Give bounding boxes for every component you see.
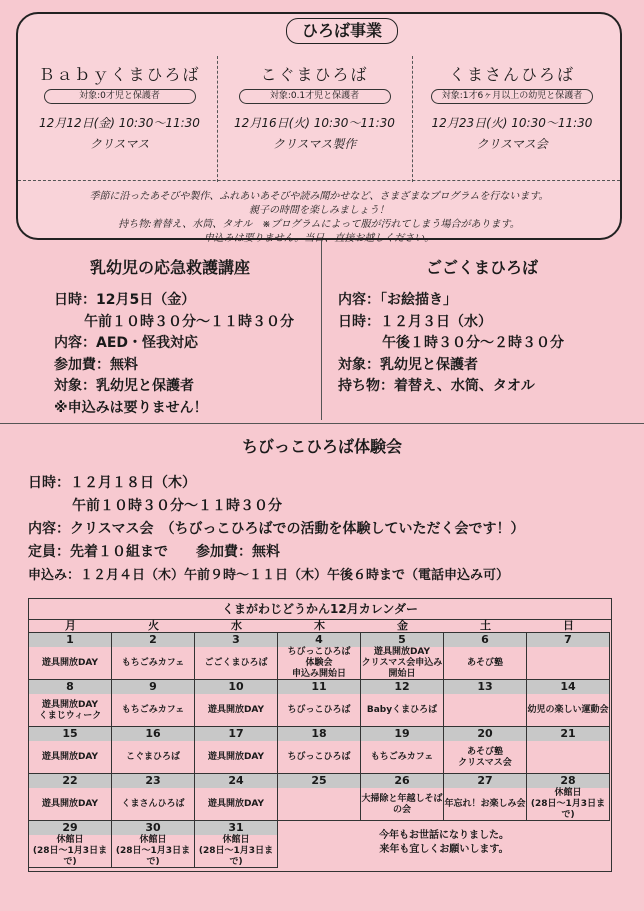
calendar-day-cell (361, 633, 444, 680)
note-line: 親子の時間を楽しみましょう！ (249, 205, 389, 216)
weekday-header: 水 (195, 619, 278, 633)
hiroba-column-kumasan (412, 56, 612, 182)
hiroba-box (16, 12, 622, 244)
calendar-day-number: 10 (195, 680, 277, 694)
calendar-day-number: 21 (527, 727, 609, 741)
calendar-day-number: 16 (112, 727, 194, 741)
calendar-day-number: 26 (361, 774, 443, 788)
december-calendar (28, 598, 612, 872)
detail-line: 参加費：無料 (54, 356, 138, 373)
detail-line: 午前１０時３０分～１１時３０分 (72, 498, 282, 514)
calendar-day-number: 29 (29, 821, 111, 835)
hiroba-column-target: 対象:0才児と保護者 (44, 89, 196, 104)
calendar-day-number: 14 (527, 680, 609, 694)
calendar-day-event: 休館日 (28日～1月3日まで) (32, 835, 108, 867)
calendar-day-cell (29, 633, 112, 680)
calendar-day-cell (112, 821, 195, 868)
hiroba-title: ひろば事業 (286, 18, 398, 44)
calendar-day-cell (361, 774, 444, 821)
calendar-day-number: 6 (444, 633, 526, 647)
note-line: 季節に沿ったあそびや製作、ふれあいあそびや読み聞かせなど、さまざまなプログラムを行ないます。 (89, 191, 549, 202)
calendar-day-number: 19 (361, 727, 443, 741)
calendar-day-number: 4 (278, 633, 360, 647)
gogo-details (338, 290, 638, 398)
calendar-day-cell (444, 774, 527, 821)
calendar-day-number: 15 (29, 727, 111, 741)
calendar-day-number: 17 (195, 727, 277, 741)
calendar-day-cell (195, 680, 278, 727)
calendar-day-event: あそび塾 クリスマス会 (458, 746, 512, 768)
calendar-day-event: 大掃除と年越しそばの会 (361, 793, 443, 815)
calendar-day-cell (195, 774, 278, 821)
calendar-day-event: 遊具開放DAY (207, 705, 265, 715)
calendar-day-number: 20 (444, 727, 526, 741)
calendar-day-event: あそび塾 (466, 658, 503, 668)
calendar-day-event: 遊具開放DAY くまじウィーク (38, 699, 102, 721)
calendar-day-cell (112, 633, 195, 680)
calendar-day-event: 遊具開放DAY (41, 799, 99, 809)
calendar-day-cell (112, 680, 195, 727)
calendar-day-cell (527, 727, 610, 774)
calendar-day-cell (278, 633, 361, 680)
calendar-day-number: 28 (527, 774, 609, 788)
calendar-day-event (527, 648, 609, 679)
calendar-day-event: 休館日 (28日～1月3日まで) (115, 835, 191, 867)
calendar-day-event: もちごみカフェ (121, 658, 185, 668)
weekday-header: 月 (29, 619, 112, 633)
calendar-day-event: 遊具開放DAY (41, 658, 99, 668)
calendar-message (278, 829, 610, 857)
detail-line: 定員：先着１０組まで 参加費：無料 (28, 544, 280, 560)
calendar-day-number: 23 (112, 774, 194, 788)
calendar-day-cell (444, 727, 527, 774)
calendar-day-cell (29, 821, 112, 868)
message-line: 今年もお世話になりました。 (379, 830, 509, 841)
calendar-day-cell (444, 680, 527, 727)
calendar-day-cell (29, 774, 112, 821)
detail-line: 内容：AED・怪我対応 (54, 335, 199, 351)
calendar-day-cell (112, 774, 195, 821)
detail-line: 申込み：１２月４日（木）午前９時～１１日（木）午後６時まで（電話申込み可） (28, 568, 510, 583)
weekday-header: 土 (444, 619, 527, 633)
calendar-day-number: 2 (112, 633, 194, 647)
calendar-day-number: 24 (195, 774, 277, 788)
calendar-day-event: 年忘れ！お楽しみ会 (444, 799, 526, 809)
calendar-day-cell (444, 633, 527, 680)
calendar-day-event: ちびっこひろば (287, 752, 351, 762)
note-line: 申込みは要りません。当日、直接お越しください。 (203, 233, 435, 244)
calendar-day-event: もちごみカフェ (370, 752, 434, 762)
calendar-day-cell (195, 821, 278, 868)
calendar-day-number: 18 (278, 727, 360, 741)
calendar-day-cell (112, 727, 195, 774)
weekday-header: 火 (112, 619, 195, 633)
detail-line: 日時：１２月１８日（木） (28, 475, 196, 491)
weekday-header: 日 (527, 619, 610, 633)
hiroba-column-event: クリスマス会 (476, 137, 548, 151)
hiroba-column-name: Ｂａｂｙくまひろば (38, 65, 201, 84)
detail-line: 午後１時３０分～２時３０分 (382, 335, 564, 351)
detail-line: 日時：１２月３日（水） (338, 313, 492, 330)
weekday-header: 木 (278, 619, 361, 633)
calendar-day-event: くまさんひろば (121, 799, 185, 809)
calendar-day-number: 7 (527, 633, 609, 647)
divider (0, 423, 644, 424)
calendar-day-cell (361, 680, 444, 727)
calendar-day-event (444, 695, 526, 726)
calendar-day-number: 9 (112, 680, 194, 694)
calendar-day-event: ごごくまひろば (204, 658, 268, 668)
calendar-day-number: 13 (444, 680, 526, 694)
hiroba-column-name: くまさんひろば (448, 65, 575, 84)
calendar-day-number: 31 (195, 821, 277, 835)
calendar-day-event: ちびっこひろば 体験会 申込み開始日 (287, 647, 351, 679)
hiroba-column-name: こぐまひろば (260, 65, 369, 84)
calendar-day-number: 25 (278, 774, 360, 788)
calendar-day-event: 遊具開放DAY クリスマス会申込み 開始日 (361, 647, 443, 679)
calendar-day-event: もちごみカフェ (121, 705, 185, 715)
calendar-day-cell (527, 633, 610, 680)
detail-line: 対象：乳幼児と保護者 (338, 356, 478, 373)
hiroba-column-baby (22, 56, 218, 182)
calendar-day-cell (361, 727, 444, 774)
chibikko-title: ちびっこひろば体験会 (241, 437, 402, 456)
hiroba-column-target: 対象:1才6ヶ月以上の幼児と保護者 (431, 89, 593, 104)
detail-line: 日時：12月5日（金） (54, 292, 196, 308)
detail-line: 持ち物：着替え、水筒、タオル (338, 378, 535, 394)
first-aid-details (54, 290, 319, 419)
calendar-day-cell (29, 727, 112, 774)
calendar-day-cell (527, 774, 610, 821)
calendar-day-event: 遊具開放DAY (207, 752, 265, 762)
calendar-day-number: 8 (29, 680, 111, 694)
message-line: 来年も宜しくお願いします。 (379, 844, 509, 855)
calendar-day-cell (278, 774, 361, 821)
calendar-day-event: Babyくまひろば (366, 705, 438, 715)
hiroba-note (18, 190, 620, 246)
calendar-day-cell (278, 680, 361, 727)
first-aid-title: 乳幼児の応急救護講座 (89, 258, 250, 277)
calendar-day-number: 3 (195, 633, 277, 647)
calendar-day-cell (195, 633, 278, 680)
calendar-day-number: 5 (361, 633, 443, 647)
chibikko-details (28, 472, 638, 587)
detail-line: 内容：クリスマス会 （ちびっこひろばでの活動を体験していただく会です！） (28, 521, 525, 537)
calendar-day-event (527, 742, 609, 773)
calendar-day-event: 遊具開放DAY (207, 799, 265, 809)
calendar-day-event: ちびっこひろば (287, 705, 351, 715)
calendar-day-cell (527, 680, 610, 727)
hiroba-column-date: 12月16日(火) 10:30～11:30 (234, 116, 395, 130)
calendar-day-event: 休館日 (28日～1月3日まで) (198, 835, 274, 867)
hiroba-column-date: 12月23日(火) 10:30～11:30 (431, 116, 593, 130)
detail-line: ※申込みは要りません！ (54, 399, 208, 416)
hiroba-column-target: 対象:0.1才児と保護者 (239, 89, 391, 104)
hiroba-column-date: 12月12日(金) 10:30～11:30 (39, 116, 200, 130)
detail-line: 午前１０時３０分～１１時３０分 (84, 313, 294, 330)
hiroba-column-event: クリスマス製作 (272, 137, 357, 151)
divider (18, 180, 620, 181)
weekday-header: 金 (361, 619, 444, 633)
gogo-title: ごごくまひろば (425, 258, 538, 277)
calendar-day-cell (195, 727, 278, 774)
hiroba-column-event: クリスマス (89, 137, 150, 151)
note-line: 持ち物:着替え、水筒、タオル ※プログラムによって服が汚れてしまう場合があります。 (118, 219, 520, 230)
hiroba-column-koguma (217, 56, 413, 182)
calendar-day-cell (29, 680, 112, 727)
calendar-day-event: こぐまひろば (125, 752, 180, 762)
calendar-day-number: 27 (444, 774, 526, 788)
calendar-day-number: 30 (112, 821, 194, 835)
calendar-day-event: 幼児の楽しい運動会 (527, 705, 609, 715)
calendar-day-event: 遊具開放DAY (41, 752, 99, 762)
detail-line: 内容：「お絵描き」 (338, 292, 457, 308)
detail-line: 対象：乳幼児と保護者 (54, 378, 194, 394)
calendar-day-event (278, 789, 360, 820)
calendar-day-number: 11 (278, 680, 360, 694)
calendar-day-number: 1 (29, 633, 111, 647)
calendar-day-event: 休館日 (28日～1月3日まで) (530, 788, 606, 820)
calendar-day-cell (278, 727, 361, 774)
calendar-day-number: 12 (361, 680, 443, 694)
calendar-title: くまがわじどうかん12月カレンダー (29, 599, 611, 620)
calendar-day-number: 22 (29, 774, 111, 788)
